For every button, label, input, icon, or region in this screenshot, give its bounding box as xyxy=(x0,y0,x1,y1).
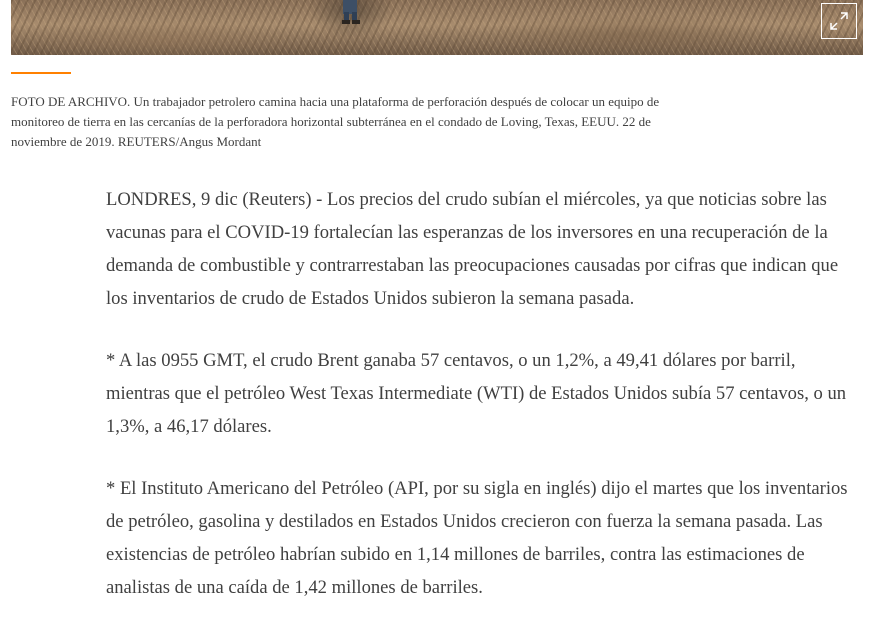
caption-accent-line xyxy=(11,72,71,74)
expand-arrows-icon xyxy=(829,11,849,31)
article-paragraph: * El Instituto Americano del Petróleo (API, por su sigla en inglés) dijo el martes que los inventarios de petróleo, gasolina y destilados en Estados Unidos crecieron con fuerza la semana pasada. Las existencias de petróleo habrían subido en 1,14 millones de barriles, contra las estimaciones de analistas de una caída de 1,42 millones de barriles. xyxy=(106,478,848,598)
article-paragraph: * A las 0955 GMT, el crudo Brent ganaba 57 centavos, o un 1,2%, a 49,41 dólares por barril, mientras que el petróleo West Texas Intermediate (WTI) de Estados Unidos subía 57 centavos, o un 1,3%, a 46,17 dólares. xyxy=(106,350,847,437)
expand-photo-button[interactable] xyxy=(821,3,857,39)
article-paragraph: LONDRES, 9 dic (Reuters) - Los precios del crudo subían el miércoles, ya que noticias sobre las vacunas para el COVID-19 fortalecían las esperanzas de los inversores en una recuperación de la demanda de combustible y contrarrestaban las preocupaciones causadas por cifras que indican que los inventarios de crudo de Estados Unidos subieron la semana pasada. xyxy=(106,189,839,309)
article-photo xyxy=(11,0,863,55)
worker-figure xyxy=(333,0,367,26)
photo-caption: FOTO DE ARCHIVO. Un trabajador petrolero camina hacia una plataforma de perforación después de colocar un equipo de monitoreo de tierra en las cercanías de la perforadora horizontal subterránea en el condado de Loving, Texas, EEUU. 22 de noviembre de 2019. REUTERS/Angus Mordant xyxy=(11,94,660,149)
article-body xyxy=(106,183,858,633)
